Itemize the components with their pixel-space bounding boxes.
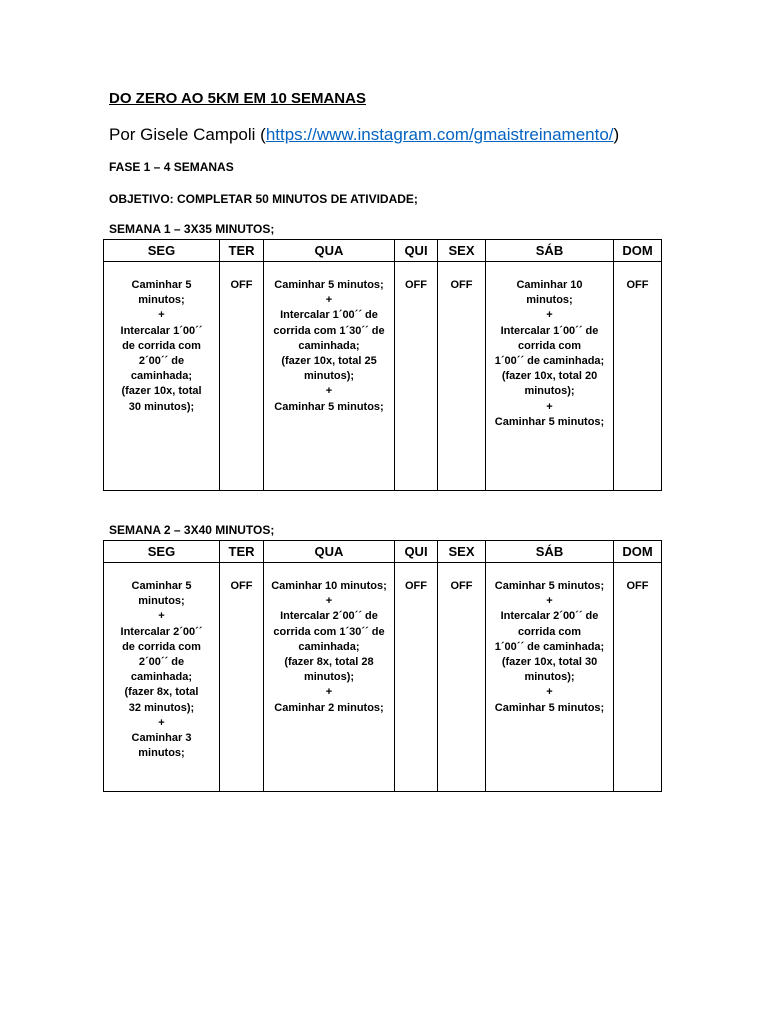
cell-qui: OFF bbox=[395, 262, 438, 491]
author-suffix: ) bbox=[613, 125, 620, 144]
cell-sab: Caminhar 5 minutos; + Intercalar 2´00´´ de corrida com 1´00´´ de caminhada; (fazer 10x, total 30 minutos); + Caminhar 5 minutos; bbox=[486, 563, 614, 792]
table-header-row bbox=[104, 240, 662, 262]
cell-sex: OFF bbox=[438, 262, 486, 491]
instagram-link[interactable]: https://www.instagram.com/gmaistreinamento/ bbox=[265, 125, 614, 144]
cell-qua: Caminhar 5 minutos; + Intercalar 1´00´´ de corrida com 1´30´´ de caminhada; (fazer 10x, total 25 minutos); + Caminhar 5 minutos; bbox=[264, 262, 395, 491]
week-1-label: SEMANA 1 – 3X35 MINUTOS; bbox=[109, 222, 275, 236]
day-header-dom: DOM bbox=[614, 541, 662, 563]
day-header-seg: SEG bbox=[104, 240, 220, 262]
day-header-ter: TER bbox=[220, 541, 264, 563]
author-prefix: Por Gisele Campoli ( bbox=[109, 125, 266, 144]
author-line bbox=[109, 125, 619, 145]
objective-heading: OBJETIVO: COMPLETAR 50 MINUTOS DE ATIVIDADE; bbox=[109, 192, 418, 206]
phase-heading: FASE 1 – 4 SEMANAS bbox=[109, 160, 234, 174]
cell-seg: Caminhar 5 minutos; + Intercalar 1´00´´ de corrida com 2´00´´ de caminhada; (fazer 10x, total 30 minutos); bbox=[104, 262, 220, 491]
cell-qua: Caminhar 10 minutos; + Intercalar 2´00´´ de corrida com 1´30´´ de caminhada; (fazer 8x, total 28 minutos); + Caminhar 2 minutos; bbox=[264, 563, 395, 792]
cell-qui: OFF bbox=[395, 563, 438, 792]
cell-ter: OFF bbox=[220, 262, 264, 491]
table-row bbox=[104, 563, 662, 792]
day-header-qui: QUI bbox=[395, 541, 438, 563]
day-header-sab: SÁB bbox=[486, 541, 614, 563]
cell-ter: OFF bbox=[220, 563, 264, 792]
day-header-dom: DOM bbox=[614, 240, 662, 262]
week-2-label: SEMANA 2 – 3X40 MINUTOS; bbox=[109, 523, 275, 537]
cell-sab: Caminhar 10 minutos; + Intercalar 1´00´´ de corrida com 1´00´´ de caminhada; (fazer 10x, total 20 minutos); + Caminhar 5 minutos; bbox=[486, 262, 614, 491]
cell-seg: Caminhar 5 minutos; + Intercalar 2´00´´ de corrida com 2´00´´ de caminhada; (fazer 8x, total 32 minutos); + Caminhar 3 minutos; bbox=[104, 563, 220, 792]
day-header-sex: SEX bbox=[438, 541, 486, 563]
cell-sex: OFF bbox=[438, 563, 486, 792]
day-header-qua: QUA bbox=[264, 541, 395, 563]
day-header-sab: SÁB bbox=[486, 240, 614, 262]
day-header-qua: QUA bbox=[264, 240, 395, 262]
document-title: DO ZERO AO 5KM EM 10 SEMANAS bbox=[109, 90, 366, 107]
day-header-sex: SEX bbox=[438, 240, 486, 262]
day-header-ter: TER bbox=[220, 240, 264, 262]
cell-dom: OFF bbox=[614, 563, 662, 792]
week-1-table bbox=[103, 239, 662, 491]
day-header-seg: SEG bbox=[104, 541, 220, 563]
table-row bbox=[104, 262, 662, 491]
week-2-table bbox=[103, 540, 662, 792]
day-header-qui: QUI bbox=[395, 240, 438, 262]
table-header-row bbox=[104, 541, 662, 563]
cell-dom: OFF bbox=[614, 262, 662, 491]
